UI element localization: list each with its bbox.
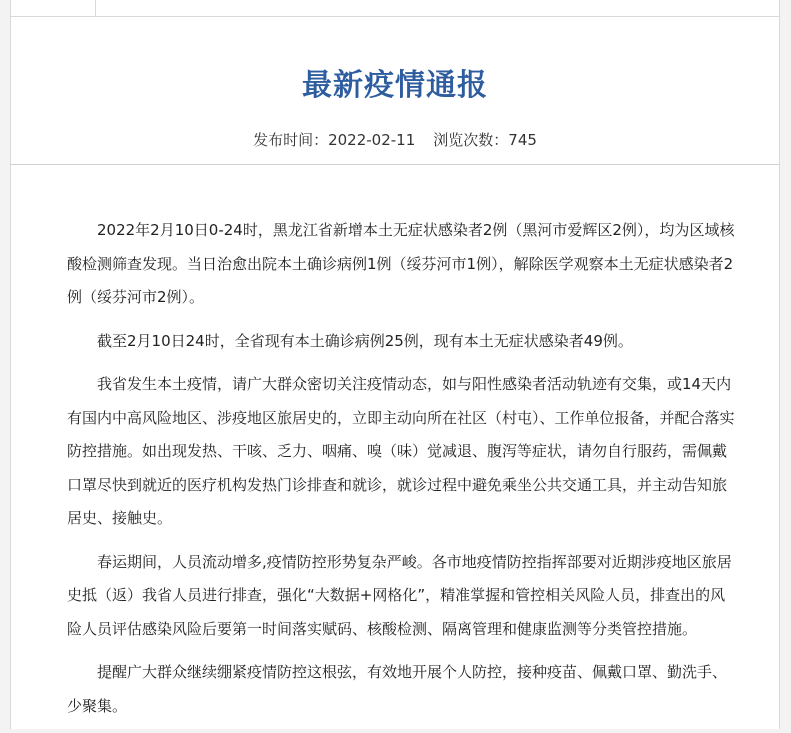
paragraph-4: 春运期间，人员流动增多,疫情防控形势复杂严峻。各市地疫情防控指挥部要对近期涉疫地区旅居史抵（返）我省人员进行排查，强化“大数据+网格化”，精准掌握和管控相关风险人员，排查出的风险人员评估感染风险后要第一时间落实赋码、核酸检测、隔离管理和健康监测等分类管控措施。	[67, 552, 732, 638]
paragraph-1: 2022年2月10日0-24时，黑龙江省新增本土无症状感染者2例（黑河市爱辉区2例），均为区域核酸检测筛查发现。当日治愈出院本土确诊病例1例（绥芬河市1例），解除医学观察本土无症状感染者2例（绥芬河市2例）。	[67, 221, 735, 306]
top-table-strip	[11, 0, 779, 17]
paragraph-5: 提醒广大群众继续绷紧疫情防控这根弦，有效地开展个人防控，接种疫苗、佩戴口罩、勤洗手、少聚集。	[67, 663, 728, 715]
table-cell-divider	[95, 0, 96, 16]
article-meta	[11, 129, 779, 151]
views-count: 745	[508, 131, 537, 149]
article-body	[67, 214, 739, 733]
header-divider	[11, 164, 779, 165]
publish-date: 2022-02-11	[328, 131, 416, 149]
paragraph-3: 我省发生本土疫情，请广大群众密切关注疫情动态，如与阳性感染者活动轨迹有交集，或14天内有国内中高风险地区、涉疫地区旅居史的，立即主动向所在社区（村屯）、工作单位报备，并配合落实防控措施。如出现发热、干咳、乏力、咽痛、嗅（味）觉减退、腹泻等症状，请勿自行服药，需佩戴口罩尽快到就近的医疗机构发热门诊排查和就诊，就诊过程中避免乘坐公共交通工具，并主动告知旅居史、接触史。	[67, 375, 735, 527]
article-page	[10, 0, 780, 729]
paragraph-2: 截至2月10日24时，全省现有本土确诊病例25例，现有本土无症状感染者49例。	[97, 331, 633, 350]
publish-label: 发布时间：	[253, 131, 329, 149]
views-label: 浏览次数：	[433, 131, 509, 149]
page-title: 最新疫情通报	[302, 68, 488, 103]
